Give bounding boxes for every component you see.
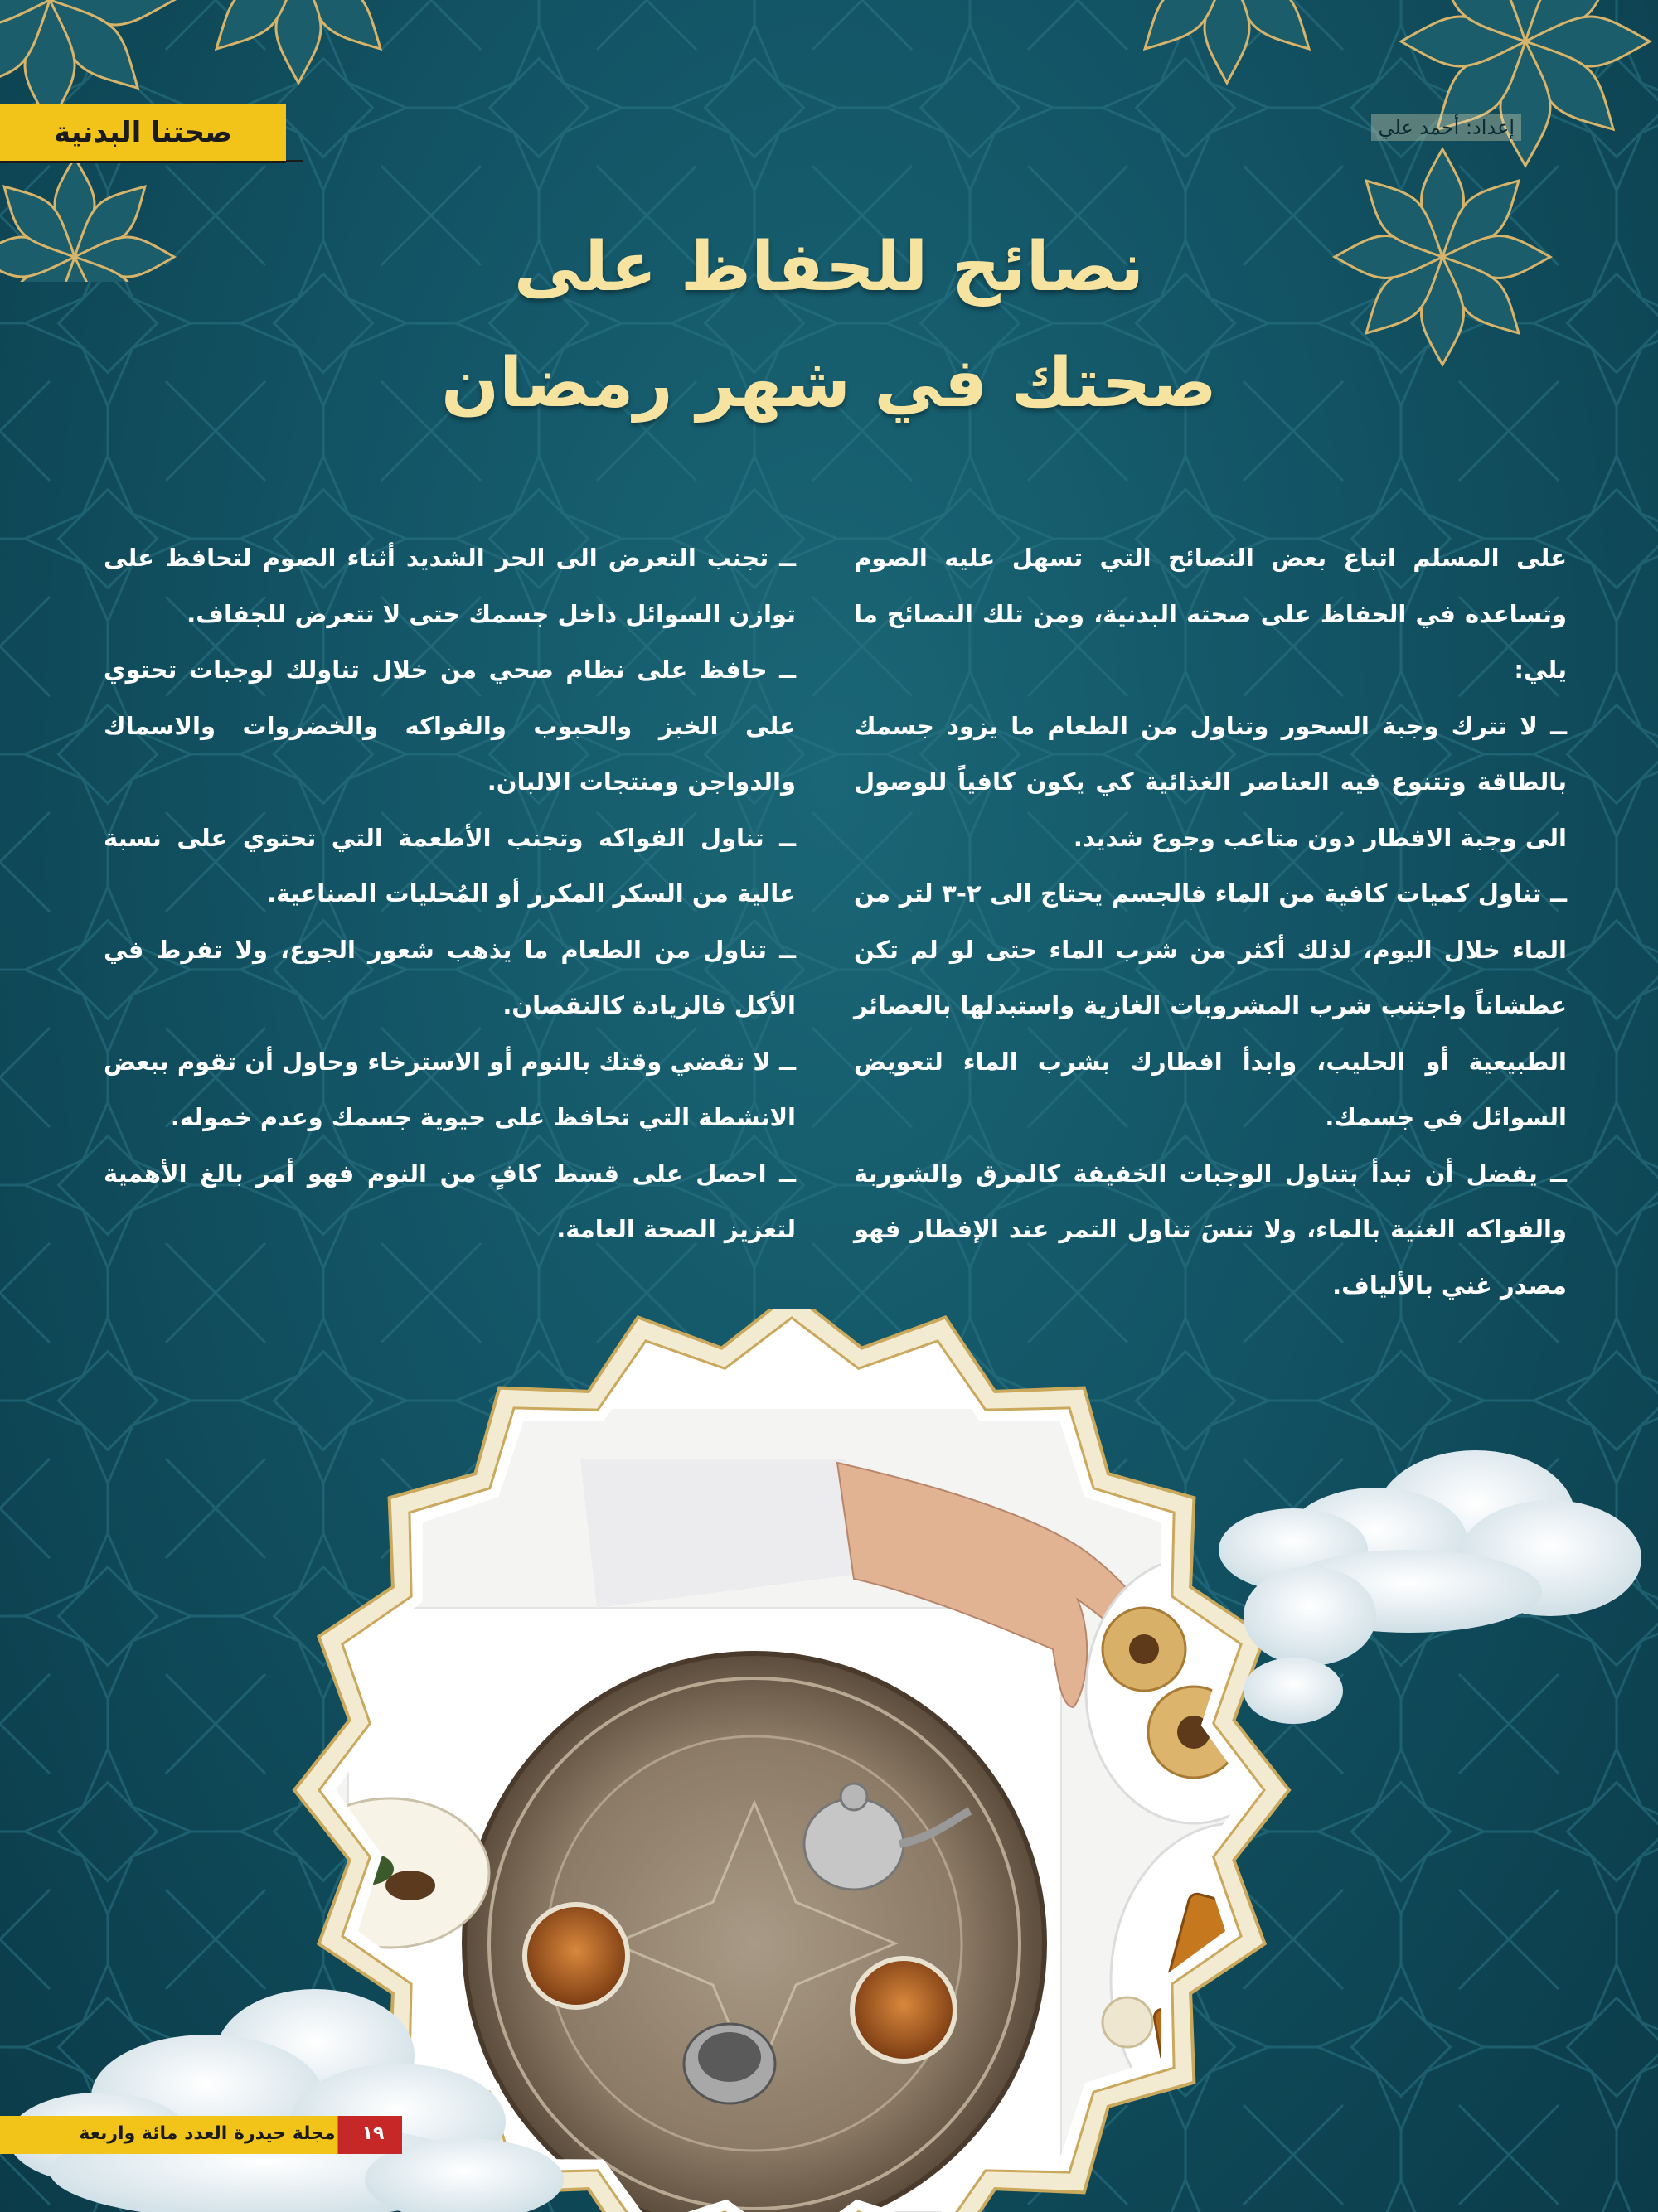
article-title-line-1: نصائح للحفاظ على <box>513 228 1145 307</box>
paragraph: ــ احصل على قسط كافٍ من النوم فهو أمر بالغ الأهمية لتعزيز الصحة العامة. <box>104 1159 796 1243</box>
paragraph: على المسلم اتباع بعض النصائح التي تسهل عليه الصوم وتساعده في الحفاظ على صحته البدنية، ومن تلك النصائح ما يلي: <box>854 544 1567 684</box>
article-title-line-2: صحتك في شهر رمضان <box>441 344 1217 423</box>
page-number: ١٩ <box>361 2123 385 2144</box>
paragraph: ــ تناول من الطعام ما يذهب شعور الجوع، ولا تفرط في الأكل فالزيادة كالنقصان. <box>104 935 796 1019</box>
section-label: صحتنا البدنية <box>54 116 232 149</box>
paragraph: ــ لا تقضي وقتك بالنوم أو الاسترخاء وحاول أن تقوم ببعض الانشطة التي تحافظ على حيوية جسمك وعدم خموله. <box>104 1047 796 1131</box>
article-column-right <box>854 530 1567 1314</box>
cloud-right <box>1219 1450 1641 1724</box>
footer-magazine-title: مجلة حيدرة العدد مائة واربعة <box>79 2123 336 2144</box>
article-column-left <box>104 530 796 1258</box>
paragraph: ــ حافظ على نظام صحي من خلال تناولك لوجبات تحتوي على الخبز والحبوب والفواكه والخضروات والاسماك والدواجن ومنتجات الالبان. <box>104 656 796 796</box>
paragraph: ــ يفضل أن تبدأ بتناول الوجبات الخفيفة كالمرق والشوربة والفواكه الغنية بالماء، ولا تنسَ تناول التمر عند الإفطار فهو مصدر غني بالألياف. <box>854 1159 1567 1300</box>
paragraph: ــ تناول الفواكه وتجنب الأطعمة التي تحتوي على نسبة عالية من السكر المكرر أو المُحليات الصناعية. <box>104 823 796 908</box>
page-footer <box>0 2116 402 2154</box>
ramadan-table-photo <box>0 1309 1658 2212</box>
section-tab-rule <box>286 160 303 162</box>
author-credit: إعداد: أحمد علي <box>1371 114 1521 141</box>
paragraph: ــ تناول كميات كافية من الماء فالجسم يحتاج الى ٢-٣ لتر من الماء خلال اليوم، لذلك أكثر من شرب الماء حتى لو لم تكن عطشاناً واجتنب شرب المشروبات الغازية واستبدلها بالعصائر الطبيعية أو الحليب، وابدأ افطارك بشرب الماء لتعويض السوائل في جسمك. <box>854 879 1567 1131</box>
section-tab <box>0 104 286 163</box>
paragraph: ــ لا تترك وجبة السحور وتناول من الطعام ما يزود جسمك بالطاقة وتتنوع فيه العناصر الغذائية كي يكون كافياً للوصول الى وجبة الافطار دون متاعب وجوع شديد. <box>854 711 1567 852</box>
paragraph: ــ تجنب التعرض الى الحر الشديد أثناء الصوم لتحافظ على توازن السوائل داخل جسمك حتى لا تتعرض للجفاف. <box>104 544 796 628</box>
